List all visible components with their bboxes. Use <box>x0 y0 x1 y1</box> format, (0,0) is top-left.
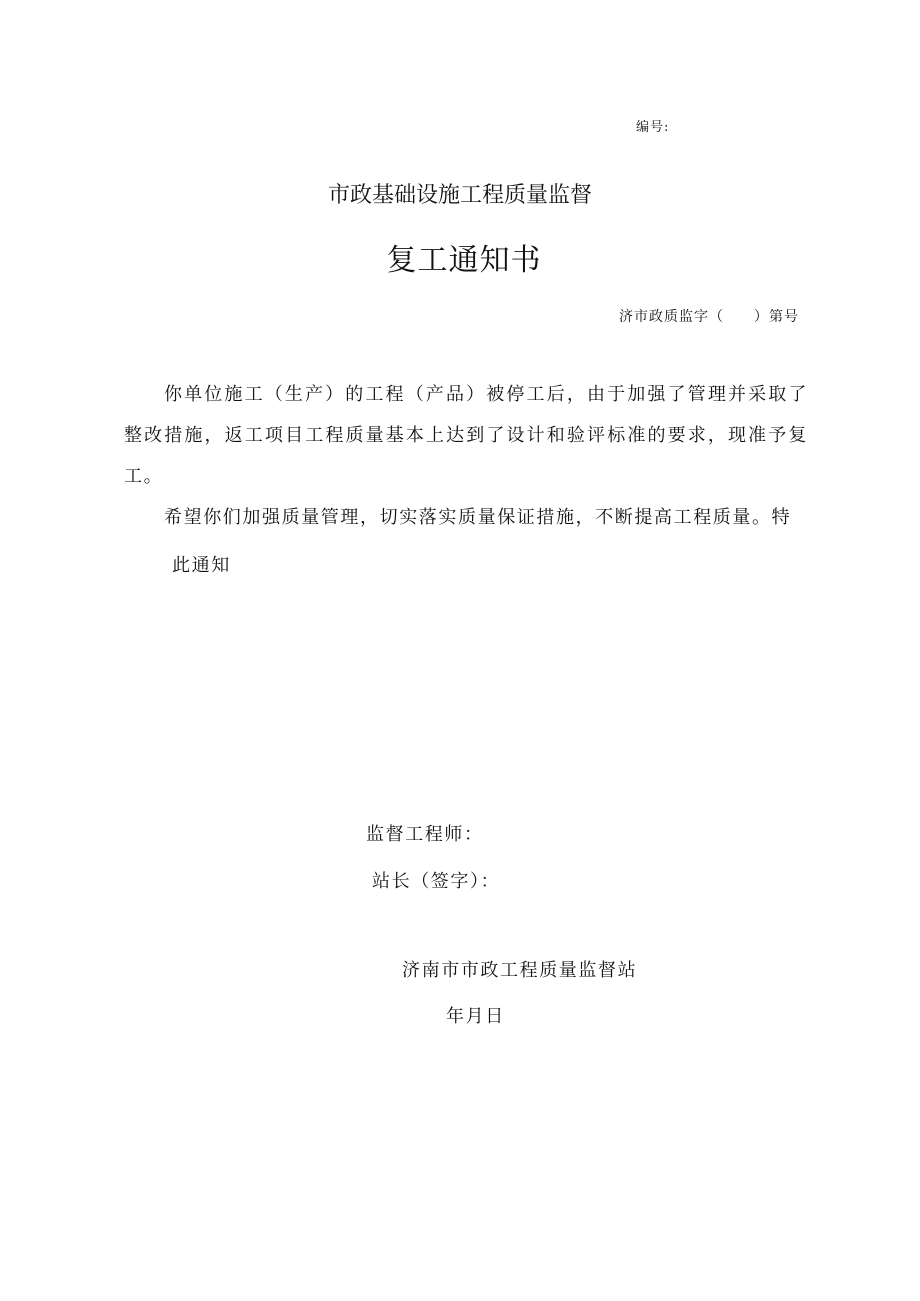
issuing-organization: 济南市市政工程质量监督站 <box>402 960 638 981</box>
body-paragraph-2: 希望你们加强质量管理，切实落实质量保证措施，不断提高工程质量。特 <box>164 507 792 528</box>
date-label: 年月日 <box>446 1006 505 1027</box>
serial-number-label: 编号: <box>636 120 670 135</box>
notice-body <box>124 374 808 538</box>
body-paragraph-2-tail: 此通知 <box>172 555 231 576</box>
document-title-line1: 市政基础设施工程质量监督 <box>327 183 592 208</box>
supervisor-engineer-label: 监督工程师： <box>366 824 484 845</box>
body-paragraph-1: 你单位施工（生产）的工程（产品）被停工后，由于加强了管理并采取了整改措施，返工项目工程质量基本上达到了设计和验评标准的要求，现准予复工。 <box>124 384 808 487</box>
document-number-prefix: 济市政质监字（ <box>619 309 724 325</box>
station-head-signature-label: 站长（签字）： <box>372 871 501 892</box>
document-number-suffix: ）第号 <box>754 309 799 325</box>
document-number <box>619 306 799 326</box>
document-title-line2: 复工通知书 <box>386 243 542 278</box>
